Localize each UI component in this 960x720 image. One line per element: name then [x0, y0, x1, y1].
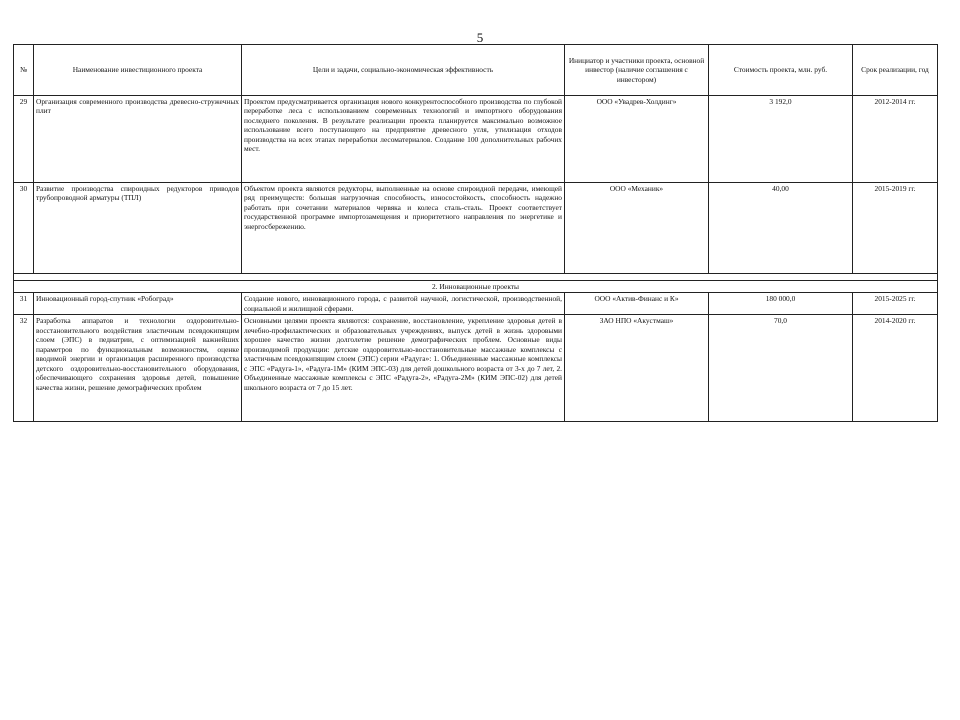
header-term: Срок реализации, год — [853, 45, 938, 96]
project-initiator: ЗАО НПО «Акустмаш» — [565, 315, 709, 422]
table-row — [14, 315, 938, 422]
project-name: Развитие производства спироидных редукторов приводов трубопроводной арматуры (ТПЛ) — [34, 183, 242, 274]
table-row — [14, 183, 938, 274]
project-initiator: ООО «Механик» — [565, 183, 709, 274]
table-row — [14, 293, 938, 315]
header-number: № — [14, 45, 34, 96]
project-term: 2014-2020 гг. — [853, 315, 938, 422]
project-term: 2015-2025 гг. — [853, 293, 938, 315]
header-project-name: Наименование инвестиционного проекта — [34, 45, 242, 96]
project-initiator: ООО «Увадрев-Холдинг» — [565, 96, 709, 183]
project-initiator: ООО «Актив-Финанс и К» — [565, 293, 709, 315]
project-cost: 40,00 — [709, 183, 853, 274]
table-header-row — [14, 45, 938, 96]
project-name: Организация современного производства древесно-стружечных плит — [34, 96, 242, 183]
project-goals: Создание нового, инновационного города, с развитой научной, логистической, производственной, социальной и жилищной сферами. — [242, 293, 565, 315]
project-name: Разработка аппаратов и технологии оздоровительно-восстановительного воздействия эластичным псевдокипящим слоем (ЭПС) в педиатрии, с оптимизацией важнейших параметров по функциональным возможностям, оценке вводимой энергии и организация расширенного производства детского оздоровительно-восстановительного оборудования, обеспечивающего сохранения здоровья детей, повышение качества жизни, решение демографических проблем — [34, 315, 242, 422]
project-cost: 3 192,0 — [709, 96, 853, 183]
table-row — [14, 96, 938, 183]
row-number: 30 — [14, 183, 34, 274]
project-goals: Основными целями проекта являются: сохранение, восстановление, укрепление здоровья детей в лечебно-профилактических и образовательных учреждениях, выпуск детей в жизнь здоровыми хорошее качество жизни долголетие решение демографических проблем. Основные виды производимой продукции: детские оздоровительно-восстановительные массажные комплексы с эластичным псевдокипящим слоем (ЭПС) серии «Радуга»: 1. Объединенные массажные комплексы с ЭПС «Радуга-1», «Радуга-1М» (КИМ ЭПС-03) для детей дошкольного возраста от 3-х до 7 лет, 2. Объединенные массажные комплексы с ЭПС «Радуга-2», «Радуга-2М» (КИМ ЭПС-02) для детей школьного возраста от 7 до 15 лет. — [242, 315, 565, 422]
project-term: 2012-2014 гг. — [853, 96, 938, 183]
project-cost: 70,0 — [709, 315, 853, 422]
spacer-cell — [14, 274, 938, 281]
row-number: 29 — [14, 96, 34, 183]
row-number: 32 — [14, 315, 34, 422]
header-cost: Стоимость проекта, млн. руб. — [709, 45, 853, 96]
project-term: 2015-2019 гг. — [853, 183, 938, 274]
investment-projects-table — [13, 44, 938, 422]
page-number: 5 — [476, 30, 484, 45]
project-name: Инновационный город-спутник «Робоград» — [34, 293, 242, 315]
spacer-row — [14, 274, 938, 281]
project-cost: 180 000,0 — [709, 293, 853, 315]
header-goals: Цели и задачи, социально-экономическая эффективность — [242, 45, 565, 96]
project-goals: Объектом проекта являются редукторы, выполненные на основе спироидной передачи, имеющей ряд преимуществ: большая нагрузочная способность, износостойкость, способность надежно работать при сочетании материалов червяка и колеса сталь-сталь. Проект соответствует государственной программе импортозамещения и приоритетного направления по энергетике и энергосбережению. — [242, 183, 565, 274]
section-title: 2. Инновационные проекты — [14, 281, 938, 293]
header-initiator: Инициатор и участники проекта, основной инвестор (наличие соглашения с инвестором) — [565, 45, 709, 96]
project-goals: Проектом предусматривается организация нового конкурентоспособного производства по глубокой переработке леса с использованием современных технологий и импортного оборудования последнего поколения. В результате реализации проекта планируется максимально возможное использование всего поступающего на предприятие древесного угля, утилизация отходов производства на всех этапах переработки лесоматериалов. Создание 100 дополнительных рабочих мест. — [242, 96, 565, 183]
section-row — [14, 281, 938, 293]
row-number: 31 — [14, 293, 34, 315]
